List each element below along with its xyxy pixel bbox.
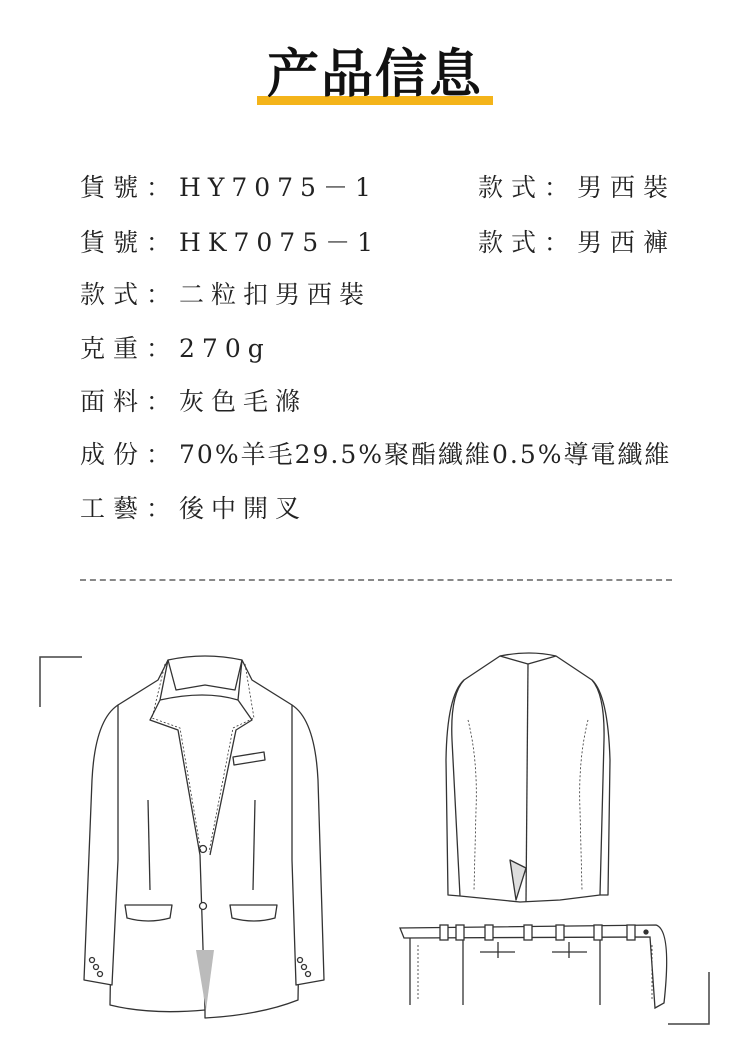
info-value: 270g — [179, 334, 271, 363]
info-label: 克重： — [80, 334, 180, 363]
info-label: 貨號： — [80, 228, 180, 257]
info-value: 後中開叉 — [179, 494, 308, 523]
info-value: HK7075－1 — [179, 228, 381, 257]
info-value: 灰色毛滌 — [179, 387, 308, 416]
info-label: 面料： — [80, 387, 180, 416]
info-value: HY7075－1 — [179, 173, 378, 202]
info-label: 貨號： — [80, 173, 180, 202]
suit-jacket-back-sketch — [446, 653, 610, 902]
info-label: 款式： — [80, 280, 180, 309]
info-value: 70%羊毛29.5%聚酯纖維0.5%導電纖維 — [179, 440, 672, 469]
info-value: 男西裝 — [577, 173, 677, 202]
info-value: 二粒扣男西裝 — [179, 280, 372, 309]
page-title: 产品信息 — [266, 45, 483, 105]
info-label: 款式： — [478, 173, 578, 202]
info-value: 男西褲 — [577, 228, 677, 257]
corner-bracket-top-left — [40, 657, 82, 707]
trousers-waistband-sketch — [400, 925, 667, 1008]
suit-jacket-front-sketch — [84, 656, 324, 1018]
info-label: 成份： — [80, 440, 180, 469]
corner-bracket-bottom-right — [668, 972, 709, 1024]
info-label: 款式： — [478, 228, 578, 257]
info-label: 工藝： — [80, 494, 180, 523]
